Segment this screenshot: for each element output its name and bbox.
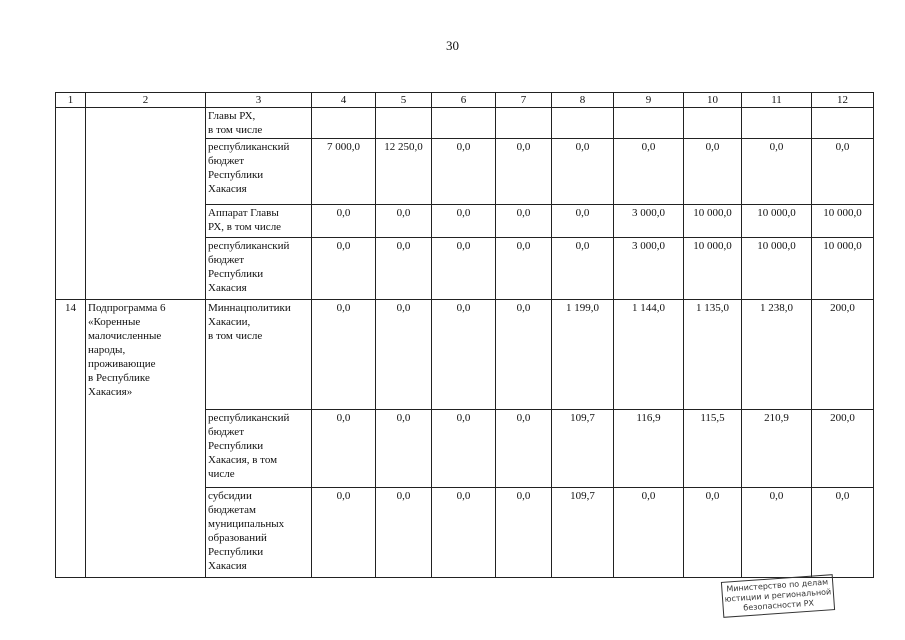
stamp-text: Министерство по делам юстиции и региональной безопасности РХ bbox=[724, 577, 832, 613]
value-cell: 1 144,0 bbox=[614, 300, 684, 410]
value-cell: 0,0 bbox=[496, 300, 552, 410]
page-number: 30 bbox=[446, 38, 459, 53]
value-cell: 0,0 bbox=[742, 488, 812, 578]
value-cell: 0,0 bbox=[432, 300, 496, 410]
value-cell: 109,7 bbox=[552, 410, 614, 488]
value-cell: 1 238,0 bbox=[742, 300, 812, 410]
funding-source-cell: Главы РХ, в том числе bbox=[206, 108, 312, 139]
value-cell: 0,0 bbox=[742, 139, 812, 205]
value-cell: 200,0 bbox=[812, 410, 874, 488]
value-cell: 0,0 bbox=[432, 238, 496, 300]
value-cell: 0,0 bbox=[552, 205, 614, 238]
value-cell: 10 000,0 bbox=[684, 205, 742, 238]
program-cell: Подпрограмма 6 «Коренные малочисленные народы, проживающие в Республике Хакасия» bbox=[86, 300, 206, 578]
value-cell: 0,0 bbox=[312, 410, 376, 488]
row-number-cell bbox=[56, 108, 86, 300]
value-cell bbox=[496, 108, 552, 139]
value-cell bbox=[432, 108, 496, 139]
value-cell: 0,0 bbox=[552, 238, 614, 300]
value-cell: 0,0 bbox=[496, 488, 552, 578]
value-cell: 0,0 bbox=[614, 139, 684, 205]
value-cell: 10 000,0 bbox=[742, 238, 812, 300]
value-cell: 0,0 bbox=[432, 205, 496, 238]
value-cell: 0,0 bbox=[376, 205, 432, 238]
value-cell: 0,0 bbox=[432, 410, 496, 488]
value-cell: 0,0 bbox=[684, 488, 742, 578]
header-cell: 6 bbox=[432, 93, 496, 108]
header-cell: 3 bbox=[206, 93, 312, 108]
value-cell: 116,9 bbox=[614, 410, 684, 488]
header-cell: 11 bbox=[742, 93, 812, 108]
value-cell: 1 199,0 bbox=[552, 300, 614, 410]
value-cell: 0,0 bbox=[312, 300, 376, 410]
funding-source-cell: республиканский бюджет Республики Хакасия, в том числе bbox=[206, 410, 312, 488]
value-cell bbox=[742, 108, 812, 139]
value-cell: 0,0 bbox=[312, 238, 376, 300]
value-cell bbox=[812, 108, 874, 139]
funding-source-cell: республиканский бюджет Республики Хакасия bbox=[206, 139, 312, 205]
value-cell bbox=[684, 108, 742, 139]
header-cell: 5 bbox=[376, 93, 432, 108]
row-number-cell: 14 bbox=[56, 300, 86, 578]
value-cell: 12 250,0 bbox=[376, 139, 432, 205]
table-row bbox=[56, 300, 874, 410]
header-cell: 2 bbox=[86, 93, 206, 108]
header-cell: 4 bbox=[312, 93, 376, 108]
value-cell bbox=[552, 108, 614, 139]
value-cell: 115,5 bbox=[684, 410, 742, 488]
funding-source-cell: Миннацполитики Хакасии, в том числе bbox=[206, 300, 312, 410]
header-cell: 8 bbox=[552, 93, 614, 108]
header-cell: 9 bbox=[614, 93, 684, 108]
value-cell: 0,0 bbox=[496, 410, 552, 488]
value-cell: 10 000,0 bbox=[812, 238, 874, 300]
header-cell: 7 bbox=[496, 93, 552, 108]
value-cell: 0,0 bbox=[496, 238, 552, 300]
value-cell: 0,0 bbox=[812, 488, 874, 578]
value-cell: 0,0 bbox=[312, 488, 376, 578]
value-cell bbox=[376, 108, 432, 139]
header-cell: 1 bbox=[56, 93, 86, 108]
value-cell: 0,0 bbox=[614, 488, 684, 578]
value-cell: 0,0 bbox=[312, 205, 376, 238]
value-cell: 109,7 bbox=[552, 488, 614, 578]
value-cell: 3 000,0 bbox=[614, 238, 684, 300]
value-cell: 200,0 bbox=[812, 300, 874, 410]
program-cell bbox=[86, 108, 206, 300]
value-cell bbox=[312, 108, 376, 139]
header-cell: 10 bbox=[684, 93, 742, 108]
registration-stamp bbox=[721, 574, 835, 618]
value-cell: 3 000,0 bbox=[614, 205, 684, 238]
value-cell bbox=[614, 108, 684, 139]
value-cell: 0,0 bbox=[496, 139, 552, 205]
funding-source-cell: субсидии бюджетам муниципальных образований Республики Хакасия bbox=[206, 488, 312, 578]
value-cell: 0,0 bbox=[496, 205, 552, 238]
value-cell: 7 000,0 bbox=[312, 139, 376, 205]
value-cell: 0,0 bbox=[432, 139, 496, 205]
value-cell: 0,0 bbox=[432, 488, 496, 578]
budget-table bbox=[55, 92, 874, 578]
value-cell: 10 000,0 bbox=[742, 205, 812, 238]
value-cell: 0,0 bbox=[376, 410, 432, 488]
value-cell: 0,0 bbox=[376, 300, 432, 410]
value-cell: 0,0 bbox=[684, 139, 742, 205]
table-row bbox=[56, 108, 874, 139]
value-cell: 210,9 bbox=[742, 410, 812, 488]
value-cell: 10 000,0 bbox=[684, 238, 742, 300]
value-cell: 10 000,0 bbox=[812, 205, 874, 238]
header-cell: 12 bbox=[812, 93, 874, 108]
value-cell: 0,0 bbox=[376, 238, 432, 300]
header-row bbox=[56, 93, 874, 108]
funding-source-cell: Аппарат Главы РХ, в том числе bbox=[206, 205, 312, 238]
value-cell: 1 135,0 bbox=[684, 300, 742, 410]
value-cell: 0,0 bbox=[552, 139, 614, 205]
value-cell: 0,0 bbox=[376, 488, 432, 578]
value-cell: 0,0 bbox=[812, 139, 874, 205]
funding-source-cell: республиканский бюджет Республики Хакасия bbox=[206, 238, 312, 300]
